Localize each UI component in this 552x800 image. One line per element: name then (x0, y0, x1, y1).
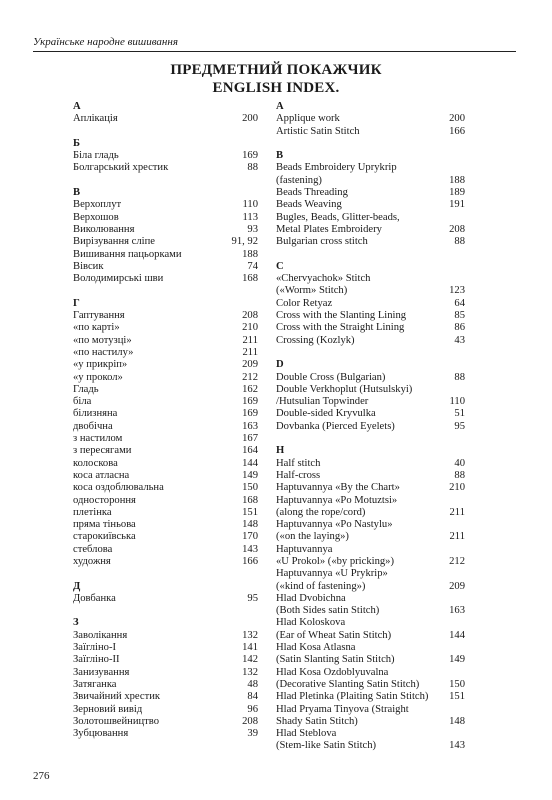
index-entry (73, 261, 258, 273)
entry-term: Верхоплут (73, 199, 122, 211)
entry-page: 166 (449, 125, 465, 137)
entry-page: 211 (449, 531, 465, 543)
entry-page: 169 (242, 150, 258, 162)
running-title: Українське народне вишивання (33, 36, 178, 48)
index-entry (73, 495, 258, 507)
index-entry (73, 408, 258, 420)
section-letter: З (73, 617, 79, 629)
entry-term: плетінка (73, 506, 112, 518)
section-spacer (73, 285, 258, 297)
entry-page: 88 (454, 469, 465, 481)
index-title-english: ENGLISH INDEX. (212, 80, 340, 96)
index-entry (276, 408, 465, 420)
index-entry (276, 175, 465, 187)
section-spacer (276, 347, 465, 359)
index-entry (276, 605, 465, 617)
index-entry (276, 593, 465, 605)
entry-page: 84 (247, 691, 258, 703)
index-entry (73, 162, 258, 174)
index-entry (276, 568, 465, 580)
index-entry (73, 224, 258, 236)
section-spacer (276, 138, 465, 150)
entry-page: 91, 92 (231, 236, 258, 248)
index-entry (276, 162, 465, 174)
entry-term: (along the rope/cord) (276, 506, 366, 518)
entry-page: 150 (242, 482, 258, 494)
index-entry (73, 199, 258, 211)
entry-term: Верхошов (73, 211, 119, 223)
entry-term: Довбанка (73, 592, 116, 604)
entry-term: двобічна (73, 420, 113, 432)
index-entry (73, 310, 258, 322)
index-entry (73, 445, 258, 457)
index-entry (276, 642, 465, 654)
entry-page: 141 (242, 642, 258, 654)
section-spacer (73, 126, 258, 138)
entry-term: «у прокол» (73, 371, 123, 383)
index-entry (276, 298, 465, 310)
entry-page: 142 (242, 654, 258, 666)
index-entry (73, 150, 258, 162)
entry-term: коса атласна (73, 469, 130, 481)
entry-page: 164 (242, 445, 258, 457)
entry-term: Metal Plates Embroidery (276, 223, 382, 235)
entry-page: 51 (454, 408, 465, 420)
entry-term: Вирізування сліпе (73, 236, 155, 248)
index-entry (73, 507, 258, 519)
index-entry (73, 433, 258, 445)
index-entry (276, 740, 465, 752)
index-entry (276, 507, 465, 519)
entry-term: Болгарський хрестик (73, 162, 169, 174)
section-spacer (276, 433, 465, 445)
entry-term: Гаптування (73, 310, 125, 322)
index-entry (276, 236, 465, 248)
entry-page: 189 (449, 187, 465, 199)
entry-term: Applique work (276, 113, 340, 125)
entry-term: (Both Sides satin Stitch) (276, 605, 380, 617)
entry-term: /Hutsulian Topwinder (276, 396, 369, 408)
entry-term: Вишивання пацьорками (73, 248, 182, 260)
entry-page: 163 (449, 605, 465, 617)
entry-page: 123 (449, 285, 465, 297)
index-entry (73, 359, 258, 371)
index-entry (73, 556, 258, 568)
entry-page: 43 (454, 334, 465, 346)
index-entry (73, 384, 258, 396)
index-entry (73, 630, 258, 642)
entry-page: 188 (242, 248, 258, 260)
entry-term: («on the laying») (276, 531, 349, 543)
entry-page: 132 (242, 629, 258, 641)
index-entry (73, 519, 258, 531)
entry-page: 200 (242, 113, 258, 125)
entry-term: з пересягами (73, 445, 132, 457)
entry-term: Haptuvannya «Po Nastylu» (276, 519, 393, 531)
entry-page: 210 (449, 482, 465, 494)
index-entry (276, 126, 465, 138)
index-entry (276, 617, 465, 629)
entry-term: (Satin Slanting Satin Stitch) (276, 654, 395, 666)
entry-term: (Decorative Slanting Satin Stitch) (276, 678, 420, 690)
index-entry (73, 716, 258, 728)
index-entry (276, 273, 465, 285)
entry-term: художня (73, 555, 111, 567)
entry-page: 169 (242, 396, 258, 408)
index-entry (276, 716, 465, 728)
entry-page: 86 (454, 322, 465, 334)
entry-term: Half stitch (276, 457, 321, 469)
entry-page: 40 (454, 457, 465, 469)
index-entry (73, 372, 258, 384)
index-entry (73, 212, 258, 224)
header-rule (33, 51, 516, 52)
index-entry (276, 581, 465, 593)
index-entry (276, 519, 465, 531)
index-entry (276, 187, 465, 199)
entry-page: 74 (247, 260, 258, 272)
entry-page: 95 (454, 420, 465, 432)
index-entry (276, 654, 465, 666)
entry-term: старокиївська (73, 531, 136, 543)
index-entry (73, 396, 258, 408)
index-entry (276, 531, 465, 543)
entry-page: 143 (449, 740, 465, 752)
entry-page: 39 (247, 728, 258, 740)
entry-page: 143 (242, 543, 258, 555)
index-entry (73, 421, 258, 433)
entry-term: Artistic Satin Stitch (276, 125, 360, 137)
entry-page: 170 (242, 531, 258, 543)
entry-page: 211 (449, 506, 465, 518)
index-entry (73, 544, 258, 556)
index-entry (276, 335, 465, 347)
entry-page: 48 (247, 678, 258, 690)
index-entry (276, 691, 465, 703)
entry-term: Beads Threading (276, 187, 348, 199)
entry-term: Color Retyaz (276, 297, 333, 309)
index-entry (73, 667, 258, 679)
entry-term: «U Prokol» («by pricking») (276, 555, 394, 567)
index-entry (276, 679, 465, 691)
entry-term: Заїгліно-ІІ (73, 654, 120, 666)
entry-term: Hlad Kosa Ozdoblyuvalna (276, 666, 389, 678)
index-entry (276, 495, 465, 507)
entry-page: 166 (242, 555, 258, 567)
entry-term: Beads Embroidery Uprykrip (276, 162, 397, 174)
entry-term: Звичайний хрестик (73, 691, 161, 703)
index-entry (276, 458, 465, 470)
index-entry (73, 704, 258, 716)
entry-term: (Stem-like Satin Stitch) (276, 740, 377, 752)
entry-term: Bulgarian cross stitch (276, 236, 368, 248)
index-entry (73, 482, 258, 494)
entry-term: коса оздоблювальна (73, 482, 164, 494)
entry-page: 149 (449, 654, 465, 666)
index-entry (73, 654, 258, 666)
entry-page: 169 (242, 408, 258, 420)
index-entry (276, 728, 465, 740)
entry-term: («kind of fastening») (276, 580, 366, 592)
index-entry (73, 531, 258, 543)
section-spacer (73, 175, 258, 187)
index-entry (73, 335, 258, 347)
entry-page: 162 (242, 383, 258, 395)
entry-term: Hlad Dvobichna (276, 592, 346, 604)
entry-term: Cross with the Slanting Lining (276, 310, 407, 322)
entry-term: Crossing (Kozlyk) (276, 334, 355, 346)
section-letter: D (276, 359, 284, 371)
section-letter: Б (73, 137, 81, 149)
entry-page: 96 (247, 703, 258, 715)
entry-term: (Ear of Wheat Satin Stitch) (276, 629, 392, 641)
entry-term: Hlad Steblova (276, 728, 337, 740)
entry-term: «по настилу» (73, 346, 134, 358)
entry-term: Hlad Pryama Tinyova (Straight (276, 703, 409, 715)
index-entry (73, 728, 258, 740)
index-entry (73, 113, 258, 125)
entry-term: Double Cross (Bulgarian) (276, 371, 386, 383)
entry-page: 212 (449, 555, 465, 567)
section-letter: Г (73, 297, 80, 309)
entry-term: Hlad Pletinka (Plaiting Satin Stitch) (276, 691, 429, 703)
index-entry (276, 384, 465, 396)
index-entry (73, 470, 258, 482)
entry-page: 88 (247, 162, 258, 174)
index-entry (73, 236, 258, 248)
entry-term: Double Verkhoplut (Hutsulskyi) (276, 383, 413, 395)
index-entry (73, 458, 258, 470)
entry-term: «Chervyachok» Stitch (276, 273, 371, 285)
entry-page: 191 (449, 199, 465, 211)
entry-page: 113 (242, 211, 258, 223)
entry-term: Double-sided Kryvulka (276, 408, 376, 420)
entry-term: одностороння (73, 494, 136, 506)
entry-term: «у прикріп» (73, 359, 128, 371)
section-letter: H (276, 445, 285, 457)
section-letter: А (73, 101, 81, 112)
entry-term: Beads Weaving (276, 199, 342, 211)
english-index-column (276, 101, 465, 753)
entry-term: Haptuvannya «By the Chart» (276, 482, 400, 494)
entry-page: 148 (242, 519, 258, 531)
entry-term: (fastening) (276, 174, 322, 186)
entry-term: білизняна (73, 408, 118, 420)
entry-term: «по карті» (73, 322, 120, 334)
entry-term: Золотошвейництво (73, 715, 160, 727)
entry-term: («Worm» Stitch) (276, 285, 348, 297)
index-entry (73, 273, 258, 285)
index-entry (276, 113, 465, 125)
entry-page: 188 (449, 174, 465, 186)
entry-page: 144 (242, 457, 258, 469)
entry-page: 95 (247, 592, 258, 604)
entry-term: Біла гладь (73, 150, 119, 162)
entry-page: 93 (247, 223, 258, 235)
entry-term: Haptuvannya «U Prykrip» (276, 568, 388, 580)
entry-page: 211 (242, 346, 258, 358)
index-entry (276, 421, 465, 433)
index-entry (276, 556, 465, 568)
entry-term: Аплікація (73, 113, 118, 125)
index-entry (276, 372, 465, 384)
entry-term: Half-cross (276, 469, 321, 481)
entry-term: Hlad Koloskova (276, 617, 346, 629)
entry-page: 149 (242, 469, 258, 481)
index-entry (73, 322, 258, 334)
entry-page: 208 (242, 715, 258, 727)
index-entry (276, 224, 465, 236)
index-entry (276, 470, 465, 482)
index-entry (276, 322, 465, 334)
index-entry (276, 396, 465, 408)
index-entry (276, 285, 465, 297)
section-letter: A (276, 101, 284, 112)
entry-term: з настилом (73, 433, 123, 445)
entry-page: 148 (449, 715, 465, 727)
entry-page: 168 (242, 494, 258, 506)
entry-term: Bugles, Beads, Glitter-beads, (276, 211, 400, 223)
index-entry (276, 704, 465, 716)
entry-term: Dovbanka (Pierced Eyelets) (276, 420, 395, 432)
entry-page: 163 (242, 420, 258, 432)
index-entry (276, 212, 465, 224)
entry-page: 211 (242, 334, 258, 346)
entry-page: 151 (242, 506, 258, 518)
section-letter: B (276, 150, 284, 162)
entry-term: Заволікання (73, 629, 128, 641)
entry-term: Гладь (73, 383, 99, 395)
section-letter: Д (73, 580, 81, 592)
index-entry (276, 199, 465, 211)
entry-page: 208 (242, 310, 258, 322)
entry-term: Виколювання (73, 223, 135, 235)
entry-term: «по мотузці» (73, 334, 132, 346)
entry-page: 64 (454, 297, 465, 309)
section-spacer (73, 568, 258, 580)
index-entry (276, 310, 465, 322)
page-number: 276 (33, 770, 50, 782)
entry-term: Зубцювання (73, 728, 129, 740)
entry-term: пряма тіньова (73, 519, 136, 531)
index-entry (73, 593, 258, 605)
entry-page: 132 (242, 666, 258, 678)
index-entry (73, 249, 258, 261)
entry-page: 200 (449, 113, 465, 125)
entry-term: Володимирські шви (73, 273, 164, 285)
entry-page: 212 (242, 371, 258, 383)
section-spacer (73, 605, 258, 617)
entry-term: Hlad Kosa Atlasna (276, 642, 356, 654)
entry-page: 150 (449, 678, 465, 690)
entry-page: 144 (449, 629, 465, 641)
entry-term: Cross with the Straight Lining (276, 322, 405, 334)
index-entry (73, 691, 258, 703)
index-entry (73, 679, 258, 691)
section-spacer (276, 249, 465, 261)
index-entry (276, 667, 465, 679)
ukrainian-index-column (73, 101, 258, 740)
entry-page: 88 (454, 236, 465, 248)
entry-term: Затяганка (73, 678, 117, 690)
entry-term: Haptuvannya (276, 543, 333, 555)
entry-page: 110 (242, 199, 258, 211)
entry-page: 110 (449, 396, 465, 408)
entry-term: Заїгліно-І (73, 642, 117, 654)
entry-page: 151 (449, 691, 465, 703)
entry-term: біла (73, 396, 92, 408)
entry-term: стеблова (73, 543, 113, 555)
entry-term: Зерновий вивід (73, 703, 143, 715)
entry-page: 209 (449, 580, 465, 592)
entry-term: Вівсик (73, 260, 104, 272)
index-entry (73, 642, 258, 654)
entry-page: 88 (454, 371, 465, 383)
section-letter: C (276, 260, 284, 272)
entry-term: Shady Satin Stitch) (276, 715, 358, 727)
index-entry (276, 630, 465, 642)
index-entry (276, 544, 465, 556)
entry-page: 208 (449, 223, 465, 235)
entry-page: 209 (242, 359, 258, 371)
entry-term: колоскова (73, 457, 118, 469)
entry-term: Haptuvannya «Po Motuztsi» (276, 494, 398, 506)
entry-page: 210 (242, 322, 258, 334)
entry-page: 167 (242, 433, 258, 445)
index-entry (73, 347, 258, 359)
section-letter: В (73, 187, 81, 199)
index-entry (276, 482, 465, 494)
index-title-ukrainian: ПРЕДМЕТНИЙ ПОКАЖЧИК (170, 62, 382, 78)
entry-page: 85 (454, 310, 465, 322)
entry-term: Занизування (73, 666, 130, 678)
entry-page: 168 (242, 273, 258, 285)
